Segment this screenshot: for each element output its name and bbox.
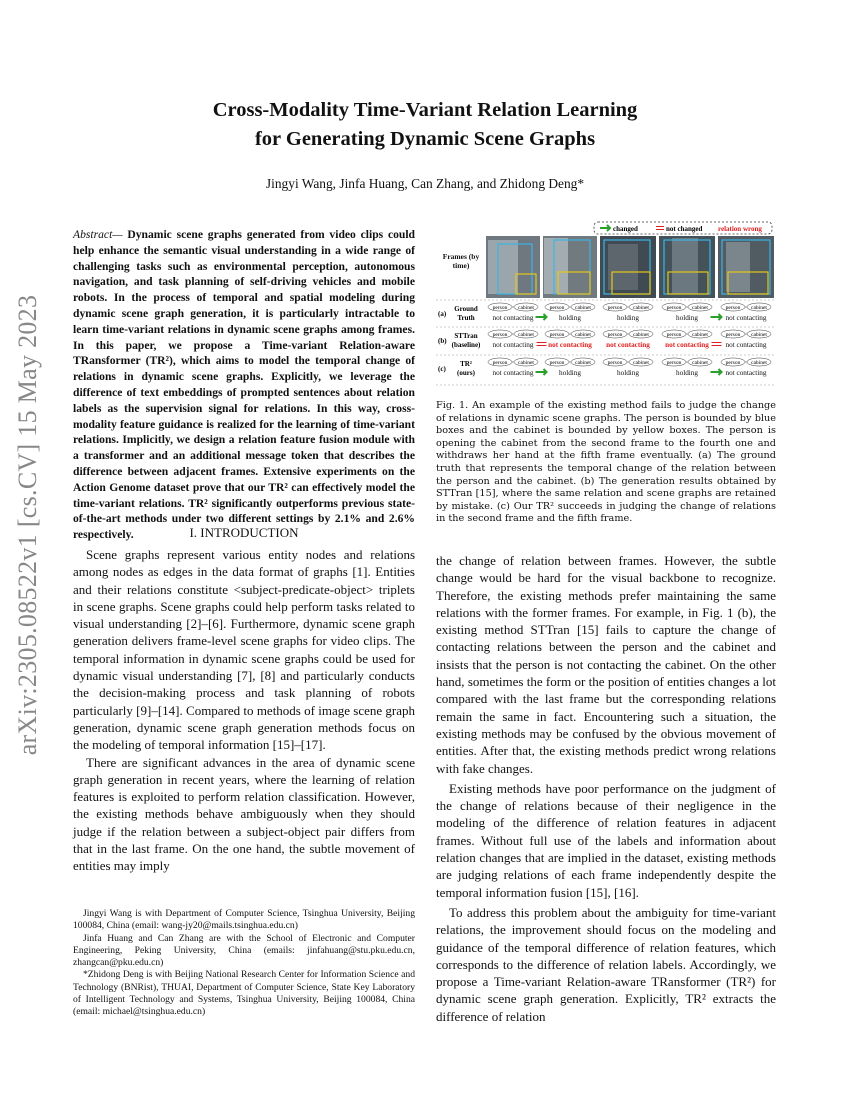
person-node-label: person xyxy=(725,332,741,338)
video-frame xyxy=(600,236,656,298)
row-label: (ours) xyxy=(457,369,475,377)
cabinet-node-label: cabinet xyxy=(518,332,534,338)
relation-rows xyxy=(438,303,771,377)
relation-label: holding xyxy=(559,314,581,322)
legend-not-changed: not changed xyxy=(666,225,703,233)
row-label: Truth xyxy=(457,314,475,322)
row-tag: (c) xyxy=(438,365,446,373)
person-node-label: person xyxy=(492,332,508,338)
relation-label: not contacting xyxy=(725,341,767,349)
person-node-label: person xyxy=(666,305,682,311)
row-label: Ground xyxy=(454,305,478,313)
section-heading: I. INTRODUCTION xyxy=(189,525,299,540)
cabinet-node-label: cabinet xyxy=(575,332,591,338)
relation-label: not contacting xyxy=(492,341,534,349)
video-frame xyxy=(543,236,597,298)
author-list: Jingyi Wang, Jinfa Huang, Can Zhang, and Zhidong Deng* xyxy=(265,176,585,191)
person-node-label: person xyxy=(492,305,508,311)
right-column-body xyxy=(436,552,776,1028)
paragraph: the change of relation between frames. However, the subtle change would be hard for the visual backbone to recognize. Therefore, the existing methods prefer maintaining the same relations with the former frames. For example, in Fig. 1 (b), the existing method STTran [15] fails to capture the change of contacting relations between the person and the cabinet and insists that the person is not contacting the cabinet. On the other hand, sometimes the form or the position of entities changes a lot compared with the last frame but the corresponding relations remain the same in fact. Encountering such a situation, the existing methods may be confused by the obvious movement of entities. After that, the existing methods predict wrong relations with fake changes. xyxy=(436,553,776,776)
relation-label: not contacting xyxy=(492,314,534,322)
legend-relation-wrong: relation wrong xyxy=(718,225,762,233)
changed-arrow-icon xyxy=(536,314,547,320)
person-node-label: person xyxy=(549,360,565,366)
relation-label: holding xyxy=(676,369,698,377)
relation-label: not contacting xyxy=(492,369,534,377)
person-node-label: person xyxy=(607,332,623,338)
paragraph: There are significant advances in the area of dynamic scene graph generation in recent years, where the learning of relation features is exploited to perform relation classification. However, the existing methods behave ambiguously when they should judge if the relation between a subject-object pair differs from that in the last frame. On the one hand, the subtle movement of entities may imply xyxy=(73,754,415,874)
relation-label: not contacting xyxy=(725,369,767,377)
paragraph: Scene graphs represent various entity nodes and relations among nodes as edges in the data format of graphs [1]. Entities and their relations constitute <subject-predicate-object> triplets in scene graphs. Scene graphs could help perform tasks related to visual understanding [2]–[6]. Furthermore, dynamic scene graph generation delivers frame-level scene graphs for video clips. The temporal information in dynamic scene graphs could be used for dynamic visual understanding [7], [8] and particularly conducts the decision-making process and task planning of robots particularly [9]–[14]. Compared to methods of image scene graph generation, dynamic scene graph generation methods focus on the modeling of temporal information [15]–[17]. xyxy=(73,547,415,753)
cabinet-node-label: cabinet xyxy=(633,305,649,311)
figure-1 xyxy=(436,220,776,390)
person-node-label: person xyxy=(607,305,623,311)
person-node-label: person xyxy=(549,305,565,311)
video-frame xyxy=(659,236,715,298)
changed-arrow-icon xyxy=(536,369,547,375)
relation-label: not contacting xyxy=(725,314,767,322)
relation-label: holding xyxy=(617,314,639,322)
frames-label: Frames (by time) xyxy=(442,252,480,270)
relation-label: holding xyxy=(559,369,581,377)
footnote: Jingyi Wang is with Department of Computer Science, Tsinghua University, Beijing 100084, China (email: wang-jy20@mails.tsinghua.edu.cn) xyxy=(73,908,415,932)
footnotes xyxy=(73,908,415,1019)
paragraph: To address this problem about the ambiguity for time-variant relations, the improvement should focus on the modeling and guidance of the temporal difference of relation features, which corresponds to the difference of relation labels. Accordingly, we propose a Time-variant Relation-aware TRansformer (TR²) for dynamic scene graph generation. Explicitly, TR² extracts the difference of relation xyxy=(436,904,776,1024)
person-node-label: person xyxy=(666,360,682,366)
row-label: (baseline) xyxy=(451,341,481,349)
row-label: TR² xyxy=(460,360,472,368)
relation-label: not contacting xyxy=(548,341,592,349)
row-tag: (b) xyxy=(438,337,447,345)
person-node-label: person xyxy=(492,360,508,366)
relation-label: holding xyxy=(617,369,639,377)
person-node-label: person xyxy=(725,360,741,366)
relation-label: holding xyxy=(676,314,698,322)
abstract xyxy=(73,227,415,543)
person-node-label: person xyxy=(725,305,741,311)
changed-arrow-icon xyxy=(711,314,722,320)
title-line-2: for Generating Dynamic Scene Graphs xyxy=(254,128,596,150)
title-line-1: Cross-Modality Time-Variant Relation Learning xyxy=(212,99,638,121)
cabinet-node-label: cabinet xyxy=(633,360,649,366)
cabinet-node-label: cabinet xyxy=(751,360,767,366)
cabinet-node-label: cabinet xyxy=(575,305,591,311)
legend-changed: changed xyxy=(613,225,638,233)
abstract-label: Abstract— xyxy=(73,228,123,241)
video-frame xyxy=(718,236,774,298)
person-node-label: person xyxy=(607,360,623,366)
cabinet-node-label: cabinet xyxy=(751,305,767,311)
abstract-text: Dynamic scene graphs generated from video clips could help enhance the semantic visual understanding in a wide range of challenging tasks such as environmental perception, autonomous navigation, and task planning of self-driving vehicles and mobile robots. In the process of temporal and spatial modeling during dynamic scene graph generation, it is particularly intractable to learn time-variant relations in dynamic scene graphs among frames. In this paper, we propose a Time-variant Relation-aware TRansformer (TR²), which aims to model the temporal change of relations in dynamic scene graphs. Explicitly, we leverage the difference of text embeddings of prompted sentences about relation labels as the supervision signal for relations. In this way, cross-modality feature guidance is realized for the learning of time-variant relations. Implicitly, we design a relation feature fusion module with a transformer and an additional message token that describes the difference between adjacent frames. Extensive experiments on the Action Genome dataset prove that our TR² can effectively model the time-variant relations. TR² significantly outperforms previous state-of-the-art methods under two different settings by 2.1% and 2.6% respectively. xyxy=(73,228,415,542)
cabinet-node-label: cabinet xyxy=(575,360,591,366)
page-title xyxy=(100,96,750,154)
cabinet-node-label: cabinet xyxy=(692,305,708,311)
changed-arrow-icon xyxy=(711,369,722,375)
relation-label: not contacting xyxy=(606,341,650,349)
arxiv-stamp: arXiv:2305.08522v1 [cs.CV] 15 May 2023 xyxy=(13,294,42,756)
person-node-label: person xyxy=(549,332,565,338)
person-node-label: person xyxy=(666,332,682,338)
cabinet-node-label: cabinet xyxy=(518,360,534,366)
cabinet-node-label: cabinet xyxy=(692,332,708,338)
changed-arrow-icon xyxy=(600,225,610,231)
paragraph: Existing methods have poor performance on the judgment of the change of relations because of their negligence in the modeling of the difference of relation features in adjacent frames. Without full use of the labels and information about relation changes that are implied in the dataset, existing methods are judging relations of each frame independently despite the temporal information fusion [15], [16]. xyxy=(436,780,776,900)
cabinet-node-label: cabinet xyxy=(692,360,708,366)
cabinet-node-label: cabinet xyxy=(518,305,534,311)
video-frame xyxy=(486,236,540,298)
cabinet-node-label: cabinet xyxy=(751,332,767,338)
figure-caption: Fig. 1. An example of the existing method fails to judge the change of relations in dynamic scene graphs. The person is bounded by blue boxes and the cabinet is bounded by yellow boxes. The person is opening the cabinet from the second frame to the fourth one and withdraws her hand at the fifth frame eventually. (a) The ground truth that represents the temporal change of the relation between the person and the cabinet. (b) The generation results obtained by STTran [15], where the same relation and scene graphs are retained by mistake. (c) Our TR² succeeds in judging the change of relations in the second frame and the fifth frame. xyxy=(436,400,776,525)
footnote: Jinfa Huang and Can Zhang are with the School of Electronic and Computer Engineering, Peking University, China (emails: jinfahuang@stu.pku.edu.cn, zhangcan@pku.edu.cn) xyxy=(73,932,415,969)
relation-label: not contacting xyxy=(665,341,709,349)
row-tag: (a) xyxy=(438,310,447,318)
video-frames xyxy=(486,236,774,298)
left-column-body xyxy=(73,546,415,875)
footnote: *Zhidong Deng is with Beijing National Research Center for Information Science and Technology (BNRist), THUAI, Department of Computer Science, State Key Laboratory of Intelligent Technology and Systems, Tsinghua University, Beijing 100084, China (email: michael@tsinghua.edu.cn) xyxy=(73,969,415,1018)
cabinet-node-label: cabinet xyxy=(633,332,649,338)
row-label: STTran xyxy=(454,332,478,340)
